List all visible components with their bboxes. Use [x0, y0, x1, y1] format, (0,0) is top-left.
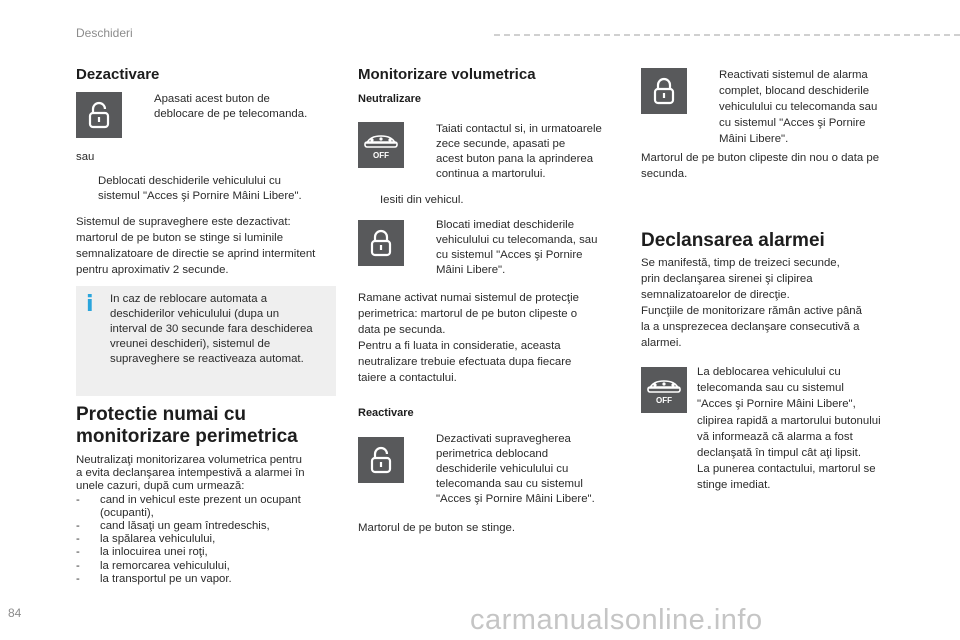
- header-divider: [494, 34, 960, 36]
- heading-monitorizare-volumetrica: Monitorizare volumetrica: [358, 66, 536, 83]
- car-off-button-icon: [358, 122, 404, 168]
- bullet-apasati: Apasati acest buton de deblocare de pe telecomanda.: [154, 93, 308, 120]
- unlock-button-icon-2: [358, 437, 404, 483]
- bullet-taiati: Taiati contactul si, in urmatoarele zece secunde, apasati pe acest buton pana la aprinderea continua a martorului.: [436, 123, 602, 180]
- section-title: Deschideri: [76, 26, 133, 40]
- unlock-button-icon: [76, 92, 122, 138]
- info-text: In caz de reblocare automata a deschiderilor vehiculului (dupa un interval de 30 secunde fara deschiderea vreunei deschideri), sistemul de supraveghere se reactiveaza automat.: [110, 293, 313, 365]
- text-martorul-stinge: Martorul de pe buton se stinge.: [358, 522, 516, 534]
- subheading-neutralizare: Neutralizare: [358, 93, 421, 105]
- heading-declansare: Declansarea alarmei: [641, 230, 825, 251]
- unlock-icon: [370, 446, 392, 474]
- list-item: - cand in vehicul este prezent un ocupant: [76, 493, 301, 506]
- bullet-iesiti: Iesiti din vehicul.: [380, 194, 464, 206]
- off-label: OFF: [656, 396, 672, 405]
- bullet-reactivati: Reactivati sistemul de alarma complet, blocand deschiderile vehiculului cu telecomanda sau cu sistemul "Acces şi Pornire Mâini Libere".: [719, 69, 878, 145]
- paragraph-martorul-clipeste: Martorul de pe buton clipeste din nou o data pe secunda.: [641, 152, 880, 180]
- bullet-dezactivati: Dezactivati supravegherea perimetrica deblocand deschiderile vehiculului cu telecomanda sau cu sistemul "Acces şi Pornire Mâini Libere".: [436, 433, 595, 505]
- paragraph-protectie: Neutralizaţi monitorizarea volumetrica pentru a evita declanşarea intempestivă a alarmei în unele cazuri, după cum urmează: - cand in vehicul este prezent un ocupant (ocupanti), - cand lăsaţi un geam întredeschis, - la spălarea vehiculului, - la inlocuirea unei roţi, - la remorcarea vehiculului, - la transportul pe un vapor.: [76, 454, 351, 586]
- off-label: OFF: [373, 151, 389, 160]
- list-item: - la spălarea vehiculului,: [76, 533, 216, 546]
- watermark: carmanualsonline.info: [470, 604, 763, 636]
- lock-button-icon-2: [641, 68, 687, 114]
- bullet-deblocati: Deblocati deschiderile vehiculului cu sistemul "Acces şi Pornire Mâini Libere".: [98, 175, 302, 202]
- subheading-reactivare: Reactivare: [358, 407, 414, 419]
- list-item: - cand lăsaţi un geam întredeschis,: [76, 520, 270, 533]
- lock-button-icon: [358, 220, 404, 266]
- unlock-icon: [88, 101, 110, 129]
- text-sau: sau: [76, 151, 95, 163]
- paragraph-deblocare-off: La deblocarea vehiculului cu telecomanda sau cu sistemul "Acces şi Pornire Mâini Libere", clipirea rapidă a martorului butonului vă informează că alarma a fost declanşată în timpul cât aţi lipsit. La punerea contactului, martorul se stinge imediat.: [697, 366, 881, 492]
- bullet-blocati: Blocati imediat deschiderile vehiculului cu telecomanda, sau cu sistemul "Acces şi Pornire Mâini Libere".: [436, 219, 598, 276]
- heading-protectie: Protectie numai cu monitorizare perimetrica: [76, 404, 298, 447]
- page-number: 84: [8, 606, 22, 620]
- heading-dezactivare: Dezactivare: [76, 66, 160, 83]
- paragraph-dezactivat: Sistemul de supraveghere este dezactivat: martorul de pe buton se stinge si luminile semnalizatoare de directie se aprind intermitent pentru aproximativ 2 secunde.: [76, 216, 316, 276]
- paragraph-ramane: Ramane activat numai sistemul de protecţie perimetrica: martorul de pe buton clipeste o data pe secunda. Pentru a fi luata in consideratie, aceasta neutralizare trebuie efectuata dupa fiecare taiere a contactului.: [358, 292, 579, 384]
- paragraph-declansare: Se manifestă, timp de treizeci secunde, prin declanşarea sirenei şi clipirea semnalizatoarelor de direcţie. Funcţiile de monitorizare rămân active până la a unsprezecea declanşare consecutivă a alarmei.: [641, 257, 862, 349]
- car-off-button-icon-2: [641, 367, 687, 413]
- list-item: - la inlocuirea unei roţi,: [76, 546, 208, 559]
- list-item: - la transportul pe un vapor.: [76, 572, 232, 585]
- lock-icon: [370, 229, 392, 257]
- car-off-icon: [644, 375, 684, 405]
- car-off-icon: [361, 130, 401, 160]
- lock-icon: [653, 77, 675, 105]
- info-icon: i: [86, 292, 94, 317]
- list-item: - la remorcarea vehiculului,: [76, 559, 230, 572]
